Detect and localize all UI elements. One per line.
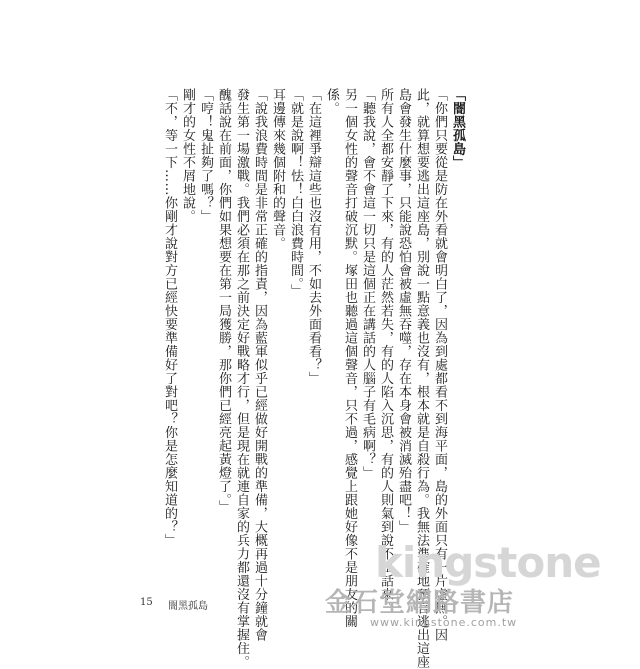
watermark-url: www.kingstone.com.tw	[370, 616, 518, 629]
text-column: 醜話說在前面，你們如果想要在第一局獲勝，那你們已經亮起黃燈了。」	[216, 88, 231, 514]
text-column: 「不，等一下……你剛才說對方已經快要準備好了對吧？你是怎麼知道的？」	[162, 88, 177, 547]
text-column: 「哼！鬼扯夠了嗎？」	[198, 88, 213, 223]
text-column: 「你們只要從是防在外看就會明白了，因為到處都看不到海平面，島的外面只有一片虛無。因	[432, 88, 447, 642]
text-column: 剛才的女性不屑地說。	[180, 88, 195, 223]
text-column: 島會發生什麼事，只能說恐怕會被虛無吞噬，存在本身會被消滅殆盡吧！」	[396, 88, 411, 534]
text-column: 另一個女性的聲音打破沉默。塚田也聽過這個聲音，只不過，感覺上跟她好像不是朋友的關	[342, 88, 357, 628]
text-column: 「說我浪費時間是非常正確的指責，因為藍軍似乎已經做好開戰的準備，大概再過十分鐘就會	[252, 88, 267, 642]
watermark-cjk: 金石堂網路書店	[325, 588, 515, 618]
text-column: 所有人全都安靜了下來，有的人茫然若失，有的人陷入沉思，有的人則氣到說不出話來。	[378, 88, 393, 615]
text-column: 係。	[324, 88, 339, 115]
watermark-latin: kingstone	[375, 538, 601, 587]
text-column: 「闇黑孤島」	[450, 88, 465, 169]
text-column: 發生第一場激戰。我們必須在那之前決定好戰略才行，但是現在就連自家的兵力都還沒有掌握住。	[234, 88, 249, 669]
page-number: 15	[140, 597, 153, 608]
text-column: 「在這裡爭辯這些也沒有用，不如去外面看看？」	[306, 88, 321, 385]
text-column: 此，就算想要逃出這座島，別說一點意義也沒有，根本就是自殺行為。我無法準確地預言逃出這座	[414, 88, 429, 669]
running-title: 闇黑孤島	[168, 601, 208, 612]
text-column: 「就是說啊！怯！白白浪費時間。」	[288, 88, 303, 298]
text-column: 耳邊傳來幾個附和的聲音。	[270, 88, 285, 250]
text-column: 「聽我說，會不會這一切只是這個正在講話的人腦子有毛病啊？」	[360, 88, 375, 480]
